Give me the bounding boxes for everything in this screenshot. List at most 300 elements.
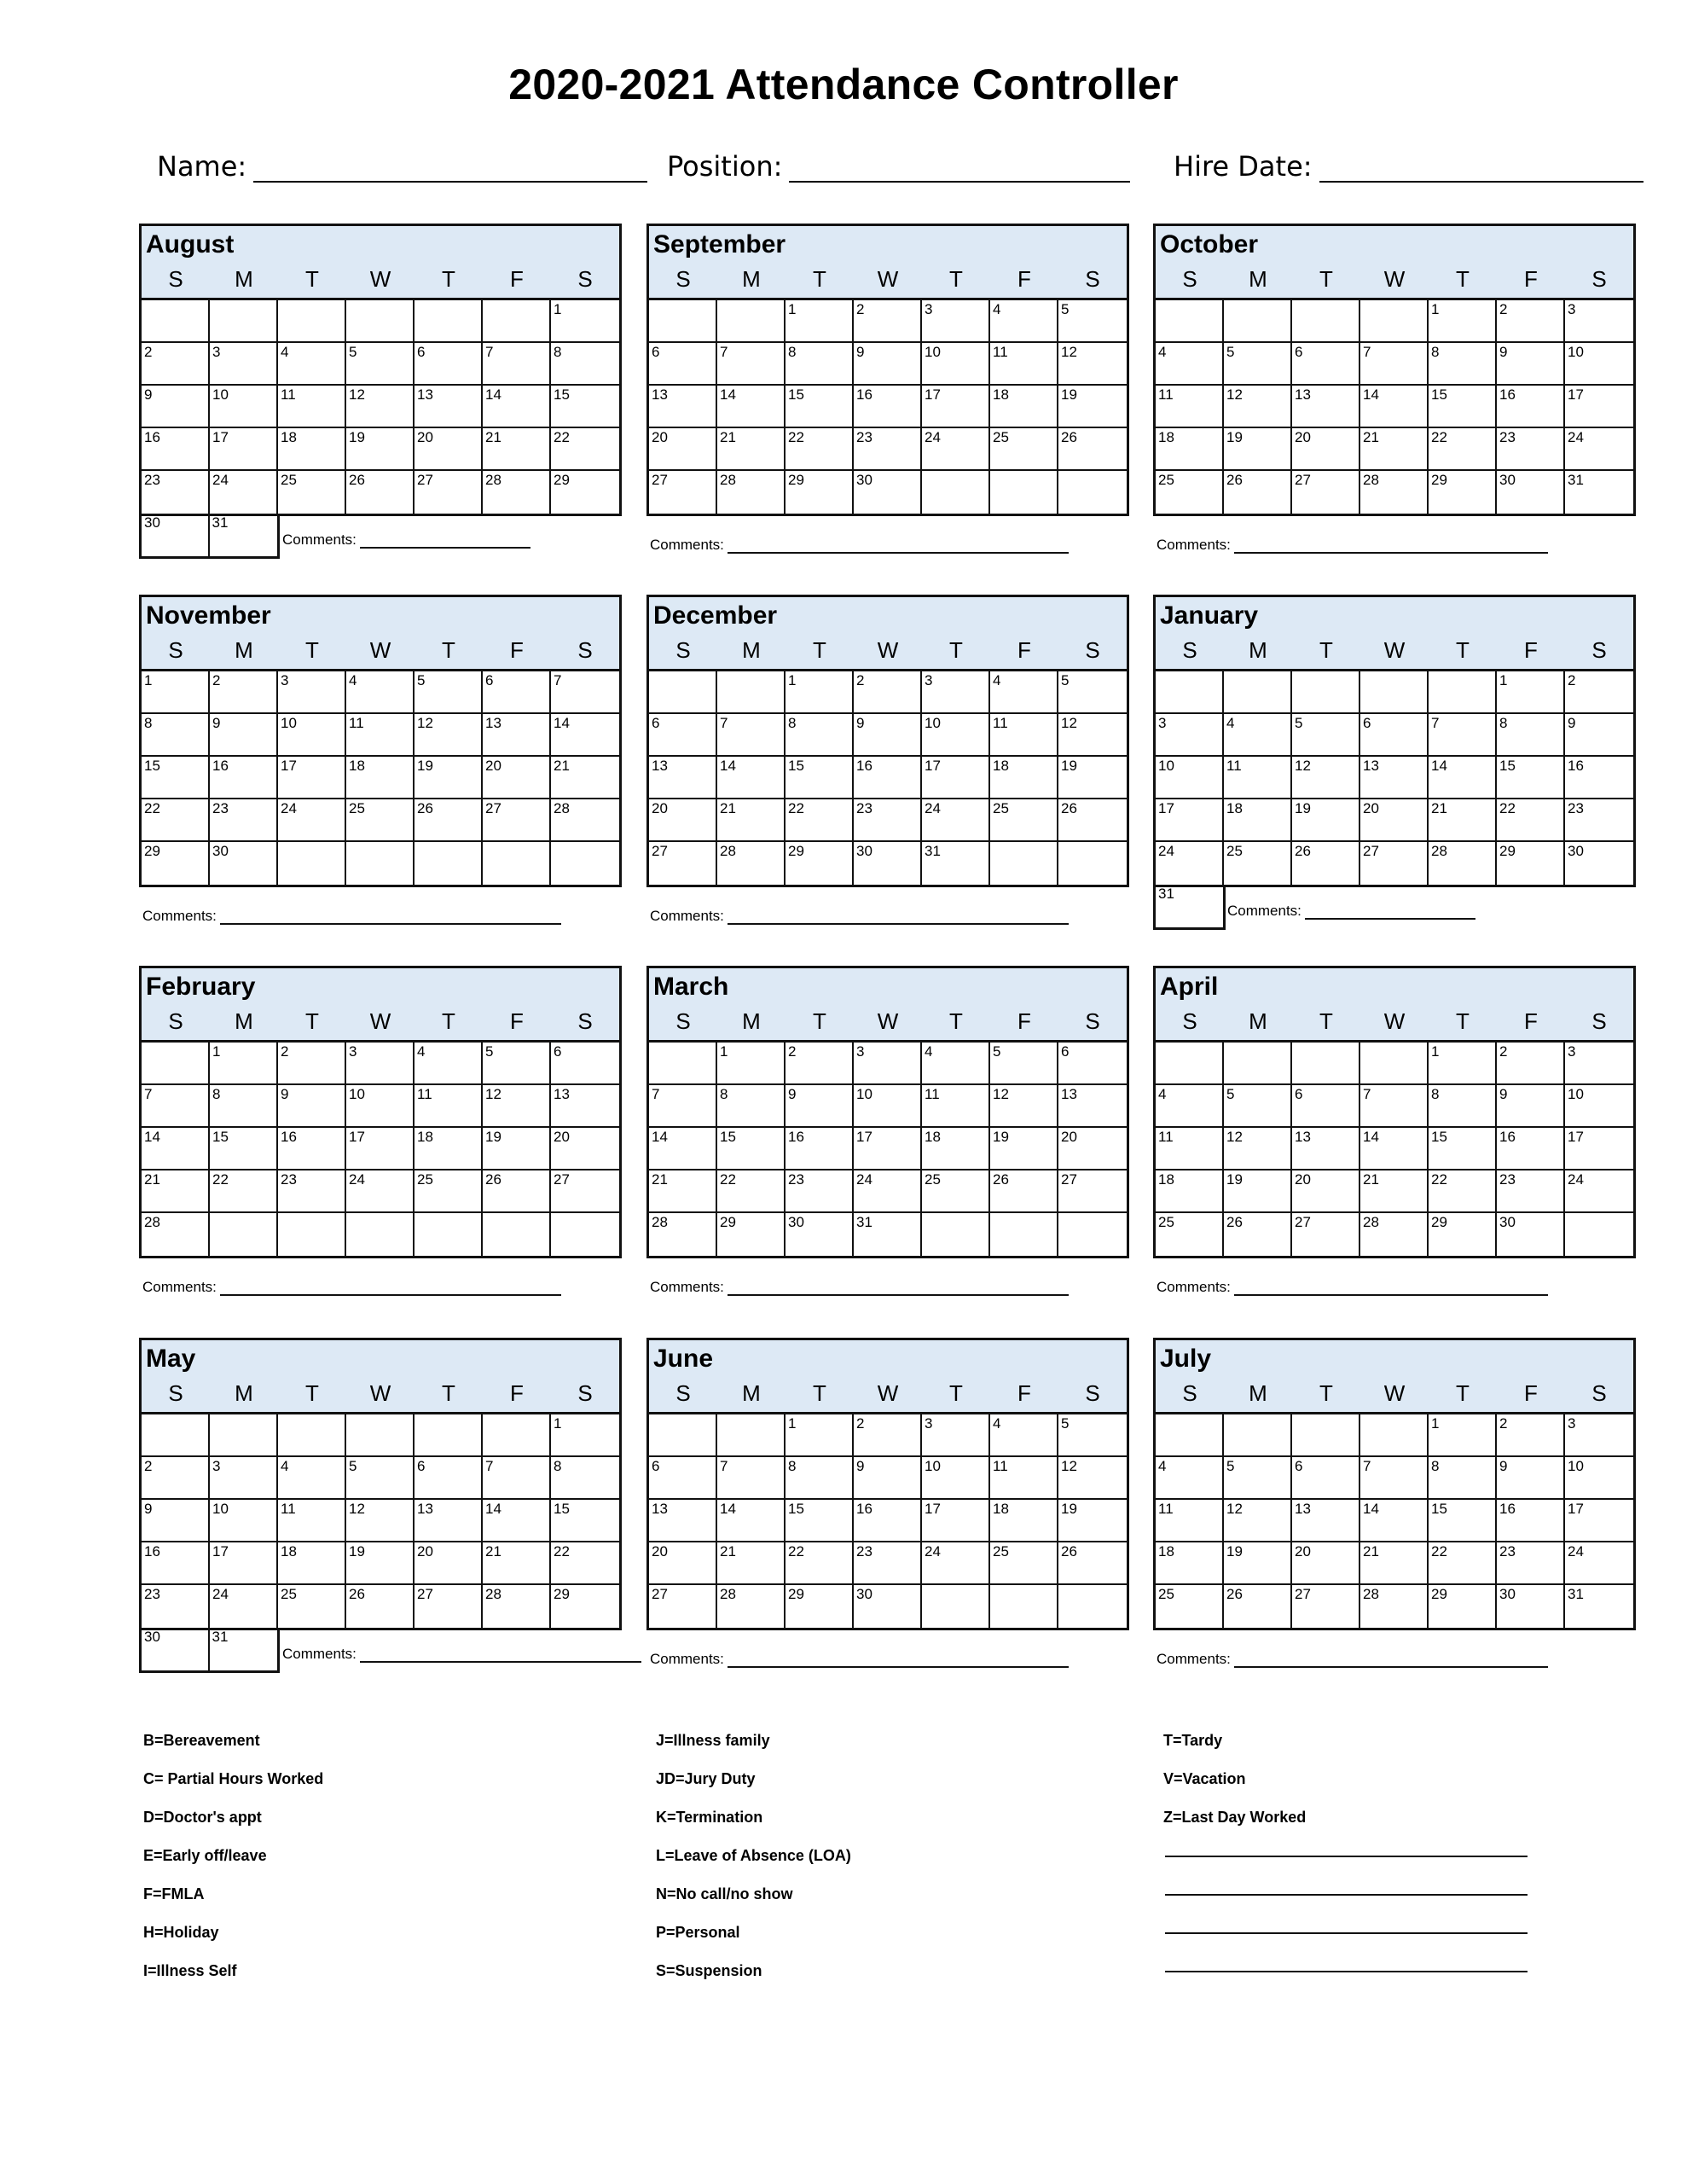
day-cell[interactable]: 17 xyxy=(1565,386,1633,428)
day-cell[interactable]: 13 xyxy=(649,386,717,428)
day-cell[interactable]: 5 xyxy=(1058,671,1127,714)
day-cell[interactable]: 9 xyxy=(1497,343,1565,386)
day-cell[interactable]: 9 xyxy=(786,1085,854,1128)
day-cell[interactable]: 25 xyxy=(990,1542,1058,1585)
day-cell[interactable]: 30 xyxy=(786,1213,854,1256)
day-cell[interactable]: 29 xyxy=(786,1585,854,1628)
day-cell[interactable]: 7 xyxy=(483,343,551,386)
day-cell[interactable] xyxy=(990,842,1058,885)
day-cell[interactable]: 7 xyxy=(551,671,619,714)
day-cell[interactable]: 21 xyxy=(1429,799,1497,842)
day-cell[interactable]: 26 xyxy=(346,471,415,514)
day-cell[interactable]: 1 xyxy=(1429,300,1497,343)
day-cell[interactable] xyxy=(990,471,1058,514)
day-cell[interactable]: 29 xyxy=(142,842,210,885)
day-cell[interactable] xyxy=(483,1213,551,1256)
day-cell[interactable]: 17 xyxy=(1156,799,1224,842)
day-cell[interactable]: 25 xyxy=(415,1170,483,1213)
day-cell[interactable]: 27 xyxy=(415,471,483,514)
day-cell[interactable]: 20 xyxy=(415,1542,483,1585)
day-cell[interactable]: 6 xyxy=(1058,1043,1127,1085)
day-cell[interactable] xyxy=(1058,842,1127,885)
day-cell[interactable]: 20 xyxy=(483,757,551,799)
day-cell[interactable]: 2 xyxy=(210,671,278,714)
day-cell[interactable]: 10 xyxy=(1565,1457,1633,1500)
day-cell[interactable] xyxy=(1429,671,1497,714)
day-cell[interactable]: 7 xyxy=(717,343,786,386)
day-cell[interactable]: 2 xyxy=(1497,300,1565,343)
day-cell[interactable]: 23 xyxy=(854,428,922,471)
day-cell[interactable]: 11 xyxy=(922,1085,990,1128)
day-cell[interactable]: 9 xyxy=(854,343,922,386)
day-cell[interactable]: 18 xyxy=(346,757,415,799)
day-cell[interactable]: 6 xyxy=(1360,714,1429,757)
day-cell[interactable]: 10 xyxy=(922,714,990,757)
day-cell[interactable]: 2 xyxy=(786,1043,854,1085)
day-cell[interactable]: 6 xyxy=(649,1457,717,1500)
comments-input-line[interactable] xyxy=(220,1279,561,1296)
day-cell[interactable]: 1 xyxy=(1429,1043,1497,1085)
day-cell[interactable]: 27 xyxy=(1292,1585,1360,1628)
day-cell[interactable]: 16 xyxy=(854,757,922,799)
day-cell[interactable]: 15 xyxy=(551,1500,619,1542)
day-cell[interactable]: 8 xyxy=(142,714,210,757)
day-cell[interactable]: 15 xyxy=(1429,1500,1497,1542)
day-cell[interactable]: 26 xyxy=(1224,1213,1292,1256)
day-cell[interactable]: 28 xyxy=(551,799,619,842)
day-cell[interactable]: 9 xyxy=(278,1085,346,1128)
day-cell[interactable]: 30 xyxy=(1497,1213,1565,1256)
day-cell[interactable]: 23 xyxy=(142,471,210,514)
day-cell[interactable]: 14 xyxy=(483,386,551,428)
day-cell[interactable]: 16 xyxy=(1497,1500,1565,1542)
day-cell[interactable]: 28 xyxy=(483,471,551,514)
day-cell[interactable]: 12 xyxy=(1058,1457,1127,1500)
day-cell[interactable]: 7 xyxy=(483,1457,551,1500)
day-cell[interactable]: 18 xyxy=(1156,1170,1224,1213)
comments-field[interactable] xyxy=(650,1279,1069,1296)
legend-blank-line[interactable] xyxy=(1165,1971,1528,1972)
day-cell[interactable]: 11 xyxy=(415,1085,483,1128)
day-cell[interactable]: 2 xyxy=(854,1414,922,1457)
day-cell[interactable]: 1 xyxy=(142,671,210,714)
day-cell[interactable] xyxy=(1360,671,1429,714)
day-cell[interactable]: 13 xyxy=(1292,386,1360,428)
day-cell[interactable]: 24 xyxy=(854,1170,922,1213)
comments-field[interactable] xyxy=(1227,903,1475,920)
day-cell[interactable]: 29 xyxy=(786,842,854,885)
day-cell[interactable] xyxy=(346,1414,415,1457)
day-cell[interactable]: 25 xyxy=(1156,1585,1224,1628)
day-cell[interactable]: 24 xyxy=(210,471,278,514)
day-cell[interactable]: 22 xyxy=(786,799,854,842)
day-cell[interactable]: 23 xyxy=(142,1585,210,1628)
day-cell[interactable]: 13 xyxy=(483,714,551,757)
day-cell[interactable]: 5 xyxy=(1058,300,1127,343)
day-cell[interactable]: 18 xyxy=(278,1542,346,1585)
day-cell[interactable]: 5 xyxy=(990,1043,1058,1085)
day-cell[interactable]: 24 xyxy=(922,1542,990,1585)
day-cell[interactable]: 4 xyxy=(1156,1457,1224,1500)
day-cell[interactable]: 11 xyxy=(346,714,415,757)
day-cell[interactable]: 31 xyxy=(212,514,229,531)
day-cell[interactable]: 19 xyxy=(1224,1542,1292,1585)
day-cell[interactable]: 23 xyxy=(1497,428,1565,471)
day-cell[interactable]: 25 xyxy=(278,1585,346,1628)
day-cell[interactable] xyxy=(142,1414,210,1457)
day-cell[interactable]: 19 xyxy=(1292,799,1360,842)
day-cell[interactable]: 11 xyxy=(990,343,1058,386)
day-cell[interactable]: 11 xyxy=(278,1500,346,1542)
day-cell[interactable]: 5 xyxy=(1292,714,1360,757)
day-cell[interactable]: 28 xyxy=(1360,1585,1429,1628)
day-cell[interactable]: 27 xyxy=(1360,842,1429,885)
day-cell[interactable]: 14 xyxy=(1360,386,1429,428)
day-cell[interactable]: 5 xyxy=(1224,1085,1292,1128)
day-cell[interactable]: 30 xyxy=(142,1628,210,1670)
day-cell[interactable]: 27 xyxy=(649,842,717,885)
day-cell[interactable] xyxy=(278,1213,346,1256)
day-cell[interactable]: 13 xyxy=(415,1500,483,1542)
day-cell[interactable]: 14 xyxy=(1429,757,1497,799)
day-cell[interactable]: 21 xyxy=(649,1170,717,1213)
day-cell[interactable]: 10 xyxy=(1565,1085,1633,1128)
day-cell[interactable]: 6 xyxy=(649,714,717,757)
day-cell[interactable]: 14 xyxy=(551,714,619,757)
day-cell[interactable]: 27 xyxy=(483,799,551,842)
day-cell[interactable]: 9 xyxy=(854,1457,922,1500)
day-cell[interactable] xyxy=(990,1213,1058,1256)
day-cell[interactable]: 3 xyxy=(278,671,346,714)
day-cell[interactable]: 3 xyxy=(1156,714,1224,757)
day-cell[interactable]: 5 xyxy=(1224,343,1292,386)
day-cell[interactable]: 22 xyxy=(142,799,210,842)
day-cell[interactable]: 10 xyxy=(210,1500,278,1542)
day-cell[interactable]: 23 xyxy=(854,1542,922,1585)
day-cell[interactable]: 25 xyxy=(1156,1213,1224,1256)
day-cell[interactable]: 6 xyxy=(483,671,551,714)
day-cell[interactable]: 11 xyxy=(990,714,1058,757)
day-cell[interactable]: 18 xyxy=(990,386,1058,428)
day-cell[interactable]: 2 xyxy=(854,671,922,714)
day-cell[interactable]: 11 xyxy=(1156,1500,1224,1542)
day-cell[interactable]: 8 xyxy=(786,343,854,386)
day-cell[interactable]: 22 xyxy=(551,1542,619,1585)
day-cell[interactable]: 13 xyxy=(1292,1128,1360,1170)
day-cell[interactable]: 19 xyxy=(1058,757,1127,799)
day-cell[interactable]: 4 xyxy=(990,300,1058,343)
day-cell[interactable] xyxy=(1224,1043,1292,1085)
day-cell[interactable] xyxy=(1360,1043,1429,1085)
day-cell[interactable]: 9 xyxy=(142,386,210,428)
day-cell[interactable]: 16 xyxy=(278,1128,346,1170)
day-cell[interactable]: 12 xyxy=(415,714,483,757)
day-cell[interactable]: 4 xyxy=(278,343,346,386)
day-cell[interactable]: 31 xyxy=(212,1629,229,1645)
day-cell[interactable] xyxy=(142,300,210,343)
day-cell[interactable]: 22 xyxy=(1429,428,1497,471)
day-cell[interactable]: 16 xyxy=(854,386,922,428)
comments-input-line[interactable] xyxy=(220,908,561,925)
day-cell[interactable]: 27 xyxy=(415,1585,483,1628)
day-cell[interactable]: 4 xyxy=(1156,343,1224,386)
day-cell[interactable] xyxy=(649,1414,717,1457)
day-cell[interactable]: 21 xyxy=(717,799,786,842)
day-cell[interactable] xyxy=(1156,1043,1224,1085)
day-cell[interactable]: 12 xyxy=(1224,1128,1292,1170)
day-cell[interactable]: 12 xyxy=(346,386,415,428)
day-cell[interactable]: 8 xyxy=(1497,714,1565,757)
day-cell[interactable]: 26 xyxy=(1224,1585,1292,1628)
day-cell[interactable]: 25 xyxy=(990,799,1058,842)
day-cell[interactable]: 13 xyxy=(415,386,483,428)
day-cell[interactable]: 31 xyxy=(1158,886,1174,902)
day-cell[interactable]: 24 xyxy=(1565,1542,1633,1585)
day-cell[interactable]: 13 xyxy=(551,1085,619,1128)
day-cell[interactable]: 4 xyxy=(415,1043,483,1085)
day-cell[interactable]: 30 xyxy=(854,471,922,514)
day-cell[interactable] xyxy=(483,300,551,343)
day-cell[interactable] xyxy=(1292,1414,1360,1457)
day-cell[interactable]: 22 xyxy=(210,1170,278,1213)
day-cell[interactable]: 10 xyxy=(854,1085,922,1128)
day-cell[interactable]: 14 xyxy=(717,757,786,799)
day-cell[interactable]: 21 xyxy=(1360,1170,1429,1213)
day-cell[interactable]: 20 xyxy=(649,1542,717,1585)
day-cell[interactable] xyxy=(551,1213,619,1256)
day-cell[interactable]: 17 xyxy=(278,757,346,799)
day-cell[interactable]: 28 xyxy=(717,842,786,885)
day-cell[interactable]: 1 xyxy=(1429,1414,1497,1457)
day-cell[interactable]: 29 xyxy=(554,472,570,488)
day-cell[interactable]: 21 xyxy=(717,428,786,471)
day-cell[interactable] xyxy=(1058,1585,1127,1628)
day-cell[interactable]: 17 xyxy=(346,1128,415,1170)
day-cell[interactable]: 19 xyxy=(346,1542,415,1585)
day-cell[interactable]: 1 xyxy=(551,300,619,343)
day-cell[interactable]: 15 xyxy=(786,757,854,799)
day-cell[interactable]: 6 xyxy=(1292,1457,1360,1500)
day-cell[interactable]: 22 xyxy=(551,428,619,471)
day-cell[interactable]: 24 xyxy=(1565,428,1633,471)
day-cell[interactable] xyxy=(1292,300,1360,343)
day-cell[interactable]: 23 xyxy=(854,799,922,842)
day-cell[interactable] xyxy=(717,671,786,714)
day-cell[interactable] xyxy=(649,300,717,343)
position-input-line[interactable] xyxy=(789,152,1130,183)
day-cell[interactable]: 3 xyxy=(1565,300,1633,343)
day-cell[interactable]: 21 xyxy=(717,1542,786,1585)
day-cell[interactable]: 8 xyxy=(551,1457,619,1500)
comments-field[interactable] xyxy=(650,1651,1069,1668)
day-cell[interactable]: 20 xyxy=(1292,428,1360,471)
day-cell[interactable]: 18 xyxy=(1156,428,1224,471)
day-cell[interactable]: 29 xyxy=(1497,842,1565,885)
day-cell[interactable]: 4 xyxy=(1156,1085,1224,1128)
day-cell[interactable]: 3 xyxy=(210,343,278,386)
comments-input-line[interactable] xyxy=(1234,537,1548,554)
day-cell[interactable]: 30 xyxy=(1497,1585,1565,1628)
hire-date-field[interactable] xyxy=(1174,150,1644,183)
day-cell[interactable]: 6 xyxy=(649,343,717,386)
day-cell[interactable]: 15 xyxy=(1429,1128,1497,1170)
day-cell[interactable]: 9 xyxy=(1497,1085,1565,1128)
day-cell[interactable]: 1 xyxy=(786,671,854,714)
day-cell[interactable] xyxy=(1565,1213,1633,1256)
day-cell[interactable] xyxy=(346,1213,415,1256)
day-cell[interactable]: 14 xyxy=(142,1128,210,1170)
name-input-line[interactable] xyxy=(253,152,647,183)
day-cell[interactable] xyxy=(1156,1414,1224,1457)
day-cell[interactable] xyxy=(1058,1213,1127,1256)
day-cell[interactable]: 4 xyxy=(990,671,1058,714)
day-cell[interactable]: 8 xyxy=(1429,343,1497,386)
day-cell[interactable]: 3 xyxy=(1565,1043,1633,1085)
day-cell[interactable]: 21 xyxy=(1360,1542,1429,1585)
day-cell[interactable]: 16 xyxy=(1497,1128,1565,1170)
day-cell[interactable]: 28 xyxy=(142,1213,210,1256)
day-cell[interactable]: 29 xyxy=(1429,1585,1497,1628)
day-cell[interactable] xyxy=(346,300,415,343)
day-cell[interactable]: 14 xyxy=(1360,1128,1429,1170)
day-cell[interactable]: 8 xyxy=(786,714,854,757)
day-cell[interactable]: 15 xyxy=(786,386,854,428)
day-cell[interactable]: 20 xyxy=(1292,1170,1360,1213)
day-cell[interactable]: 17 xyxy=(1565,1128,1633,1170)
day-cell[interactable]: 13 xyxy=(649,1500,717,1542)
day-cell[interactable]: 12 xyxy=(1292,757,1360,799)
day-cell[interactable]: 11 xyxy=(1156,386,1224,428)
day-cell[interactable]: 17 xyxy=(854,1128,922,1170)
position-field[interactable] xyxy=(667,150,1130,183)
day-cell[interactable]: 8 xyxy=(551,343,619,386)
hire-date-input-line[interactable] xyxy=(1319,152,1644,183)
day-cell[interactable]: 4 xyxy=(990,1414,1058,1457)
day-cell[interactable] xyxy=(415,842,483,885)
day-cell[interactable]: 5 xyxy=(1058,1414,1127,1457)
day-cell[interactable] xyxy=(210,1414,278,1457)
day-cell[interactable] xyxy=(922,1585,990,1628)
day-cell[interactable] xyxy=(1156,300,1224,343)
day-cell[interactable]: 10 xyxy=(922,343,990,386)
day-cell[interactable]: 13 xyxy=(1360,757,1429,799)
day-cell[interactable]: 17 xyxy=(922,1500,990,1542)
day-cell[interactable]: 4 xyxy=(922,1043,990,1085)
day-cell[interactable]: 29 xyxy=(1429,471,1497,514)
day-cell[interactable]: 7 xyxy=(1360,343,1429,386)
day-cell[interactable]: 15 xyxy=(717,1128,786,1170)
day-cell[interactable]: 2 xyxy=(1565,671,1633,714)
day-cell[interactable]: 2 xyxy=(1497,1043,1565,1085)
day-cell[interactable]: 8 xyxy=(1429,1457,1497,1500)
day-cell[interactable] xyxy=(717,300,786,343)
day-cell[interactable] xyxy=(346,842,415,885)
day-cell[interactable]: 28 xyxy=(717,1585,786,1628)
day-cell[interactable]: 2 xyxy=(854,300,922,343)
day-cell[interactable]: 10 xyxy=(1565,343,1633,386)
day-cell[interactable] xyxy=(1058,471,1127,514)
day-cell[interactable]: 22 xyxy=(1429,1170,1497,1213)
day-cell[interactable]: 25 xyxy=(1224,842,1292,885)
day-cell[interactable] xyxy=(1360,300,1429,343)
day-cell[interactable]: 14 xyxy=(1360,1500,1429,1542)
day-cell[interactable]: 19 xyxy=(483,1128,551,1170)
day-cell[interactable]: 6 xyxy=(415,1457,483,1500)
day-cell[interactable]: 15 xyxy=(210,1128,278,1170)
day-cell[interactable]: 8 xyxy=(1429,1085,1497,1128)
comments-field[interactable] xyxy=(282,1646,641,1663)
day-cell[interactable]: 30 xyxy=(142,514,210,556)
day-cell[interactable]: 24 xyxy=(346,1170,415,1213)
comments-field[interactable] xyxy=(1157,1279,1548,1296)
day-cell[interactable]: 20 xyxy=(649,799,717,842)
legend-blank-line[interactable] xyxy=(1165,1856,1528,1857)
day-cell[interactable]: 24 xyxy=(210,1585,278,1628)
day-cell[interactable]: 8 xyxy=(210,1085,278,1128)
day-cell[interactable]: 8 xyxy=(717,1085,786,1128)
day-cell[interactable]: 17 xyxy=(922,386,990,428)
day-cell[interactable]: 26 xyxy=(1058,799,1127,842)
day-cell[interactable]: 26 xyxy=(1292,842,1360,885)
day-cell[interactable]: 20 xyxy=(649,428,717,471)
comments-input-line[interactable] xyxy=(1305,903,1475,920)
day-cell[interactable]: 18 xyxy=(1156,1542,1224,1585)
day-cell[interactable]: 19 xyxy=(1224,428,1292,471)
day-cell[interactable]: 17 xyxy=(922,757,990,799)
day-cell[interactable]: 21 xyxy=(1360,428,1429,471)
day-cell[interactable]: 13 xyxy=(1058,1085,1127,1128)
day-cell[interactable]: 5 xyxy=(346,1457,415,1500)
day-cell[interactable]: 3 xyxy=(854,1043,922,1085)
day-cell[interactable]: 16 xyxy=(142,1542,210,1585)
day-cell[interactable]: 22 xyxy=(1429,1542,1497,1585)
day-cell[interactable]: 19 xyxy=(415,757,483,799)
day-cell[interactable] xyxy=(415,1414,483,1457)
comments-input-line[interactable] xyxy=(728,908,1069,925)
day-cell[interactable]: 31 xyxy=(1568,472,1584,488)
day-cell[interactable]: 31 xyxy=(1568,1586,1584,1602)
day-cell[interactable]: 7 xyxy=(1360,1085,1429,1128)
day-cell[interactable]: 29 xyxy=(786,471,854,514)
legend-blank-line[interactable] xyxy=(1165,1894,1528,1896)
day-cell[interactable]: 5 xyxy=(483,1043,551,1085)
day-cell[interactable]: 12 xyxy=(1224,1500,1292,1542)
day-cell[interactable]: 16 xyxy=(1497,386,1565,428)
day-cell[interactable]: 2 xyxy=(142,343,210,386)
day-cell[interactable]: 9 xyxy=(1565,714,1633,757)
day-cell[interactable]: 28 xyxy=(483,1585,551,1628)
day-cell[interactable]: 22 xyxy=(717,1170,786,1213)
day-cell[interactable]: 28 xyxy=(1429,842,1497,885)
day-cell[interactable]: 8 xyxy=(786,1457,854,1500)
day-cell[interactable]: 26 xyxy=(483,1170,551,1213)
day-cell[interactable]: 21 xyxy=(142,1170,210,1213)
day-cell[interactable]: 3 xyxy=(922,671,990,714)
day-cell[interactable] xyxy=(1292,671,1360,714)
day-cell[interactable]: 18 xyxy=(990,1500,1058,1542)
day-cell[interactable]: 20 xyxy=(1292,1542,1360,1585)
day-cell[interactable]: 5 xyxy=(346,343,415,386)
day-cell[interactable]: 13 xyxy=(1292,1500,1360,1542)
day-cell[interactable]: 26 xyxy=(1058,428,1127,471)
comments-input-line[interactable] xyxy=(728,1651,1069,1668)
day-cell[interactable]: 20 xyxy=(415,428,483,471)
day-cell[interactable]: 30 xyxy=(210,842,278,885)
day-cell[interactable] xyxy=(922,471,990,514)
day-cell[interactable]: 25 xyxy=(346,799,415,842)
day-cell[interactable]: 5 xyxy=(1224,1457,1292,1500)
name-field[interactable] xyxy=(157,150,647,183)
